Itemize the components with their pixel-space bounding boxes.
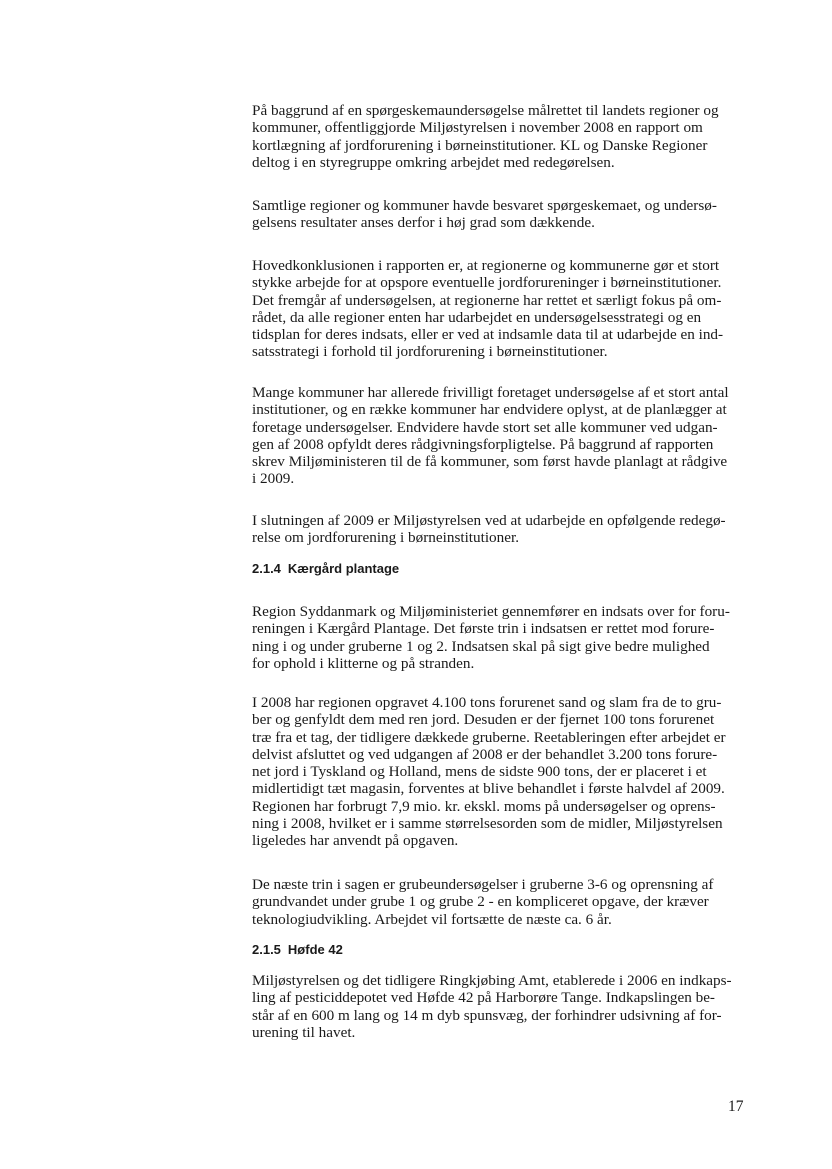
text-line: ling af pesticiddepotet ved Høfde 42 på Harborøre Tange. Indkapslingen be- xyxy=(252,989,715,1007)
text-line: ning i og under gruberne 1 og 2. Indsatsen skal på sigt give bedre mulighed xyxy=(252,637,710,655)
text-line: deltog i en styregruppe omkring arbejdet med redegørelsen. xyxy=(252,153,615,171)
text-line: foretage undersøgelser. Endvidere havde stort set alle kommuner ved udgan- xyxy=(252,418,718,436)
text-line: Miljøstyrelsen og det tidligere Ringkjøbing Amt, etablerede i 2006 en indkaps- xyxy=(252,972,732,989)
paragraph-6 xyxy=(252,603,744,672)
text-line: Region Syddanmark og Miljøministeriet gennemfører en indsats over for foru- xyxy=(252,603,730,620)
text-line: tidsplan for deres indsats, eller er ved at indsamle data til at udarbejde en ind- xyxy=(252,326,724,344)
text-line: står af en 600 m lang og 14 m dyb spunsvæg, der forhindrer udsivning af for- xyxy=(252,1006,722,1024)
text-line: ber og genfyldt dem med ren jord. Desuden er der fjernet 100 tons forurenet xyxy=(252,711,715,729)
text-line: delvist afsluttet og ved udgangen af 2008 er der behandlet 3.200 tons forure- xyxy=(252,745,718,763)
text-line: for ophold i klitterne og på stranden. xyxy=(252,654,475,672)
text-line: teknologiudvikling. Arbejdet vil fortsætte de næste ca. 6 år. xyxy=(252,910,612,928)
text-line: rådet, da alle regioner enten har udarbejdet en undersøgelsesstrategi og en xyxy=(252,308,702,326)
text-line: relse om jordforurening i børneinstitutioner. xyxy=(252,529,519,547)
paragraph-5 xyxy=(252,512,744,547)
text-line: De næste trin i sagen er grubeundersøgelser i gruberne 3-6 og oprensning af xyxy=(252,876,714,893)
text-line: gen af 2008 opfyldt deres rådgivningsforpligtelse. På baggrund af rapporten xyxy=(252,435,714,453)
text-line: træ fra et tag, der tidligere dækkede gruberne. Reetableringen efter arbejdet er xyxy=(252,728,726,746)
text-line: midlertidigt tæt magasin, forventes at blive behandlet i første halvdel af 2009. xyxy=(252,780,725,798)
section-number: 2.1.4 xyxy=(252,561,281,576)
paragraph-9 xyxy=(252,972,744,1041)
text-line: Regionen har forbrugt 7,9 mio. kr. ekskl. moms på undersøgelser og oprens- xyxy=(252,797,716,815)
text-line: satsstrategi i forhold til jordforurening i børneinstitutioner. xyxy=(252,343,608,361)
section-heading-2-1-4 xyxy=(252,561,399,577)
text-line: På baggrund af en spørgeskemaundersøgelse målrettet til landets regioner og xyxy=(252,102,719,119)
text-line: Hovedkonklusionen i rapporten er, at regionerne og kommunerne gør et stort xyxy=(252,257,720,274)
text-line: kommuner, offentliggjorde Miljøstyrelsen i november 2008 en rapport om xyxy=(252,119,703,137)
text-line: Det fremgår af undersøgelsen, at regionerne har rettet et særligt fokus på om- xyxy=(252,291,722,309)
paragraph-3 xyxy=(252,257,744,361)
text-line: ligeledes har anvendt på opgaven. xyxy=(252,832,459,850)
section-number: 2.1.5 xyxy=(252,942,281,957)
paragraph-2 xyxy=(252,197,744,232)
paragraph-7 xyxy=(252,694,744,850)
text-line: net jord i Tyskland og Holland, mens de sidste 900 tons, der er placeret i et xyxy=(252,763,707,781)
text-line: I slutningen af 2009 er Miljøstyrelsen ved at udarbejde en opfølgende redegø- xyxy=(252,512,726,529)
text-line: institutioner, og en række kommuner har endvidere oplyst, at de planlægger at xyxy=(252,401,727,419)
section-title: Kærgård plantage xyxy=(287,561,400,576)
section-title: Høfde 42 xyxy=(287,942,343,957)
text-line: reningen i Kærgård Plantage. Det første trin i indsatsen er rettet mod forure- xyxy=(252,620,715,638)
text-line: Mange kommuner har allerede frivilligt foretaget undersøgelse af et stort antal xyxy=(252,384,729,401)
text-line: skrev Miljøministeren til de få kommuner, som først havde planlagt at rådgive xyxy=(252,453,728,471)
text-line: I 2008 har regionen opgravet 4.100 tons forurenet sand og slam fra de to gru- xyxy=(252,694,722,711)
text-line: grundvandet under grube 1 og grube 2 - en kompliceret opgave, der kræver xyxy=(252,893,709,911)
paragraph-4 xyxy=(252,384,744,488)
section-heading-2-1-5 xyxy=(252,942,343,958)
text-line: ning i 2008, hvilket er i samme størrelsesorden som de midler, Miljøstyrelsen xyxy=(252,815,723,833)
text-line: gelsens resultater anses derfor i høj grad som dækkende. xyxy=(252,214,595,232)
text-line: urening til havet. xyxy=(252,1023,356,1041)
text-line: stykke arbejde for at opspore eventuelle jordforureninger i børneinstitutioner. xyxy=(252,274,722,292)
page-number: 17 xyxy=(728,1098,744,1115)
paragraph-8 xyxy=(252,876,744,928)
paragraph-1 xyxy=(252,102,744,171)
text-line: Samtlige regioner og kommuner havde besvaret spørgeskemaet, og undersø- xyxy=(252,197,717,214)
text-line: kortlægning af jordforurening i børneinstitutioner. KL og Danske Regioner xyxy=(252,136,708,154)
text-line: i 2009. xyxy=(252,470,295,488)
